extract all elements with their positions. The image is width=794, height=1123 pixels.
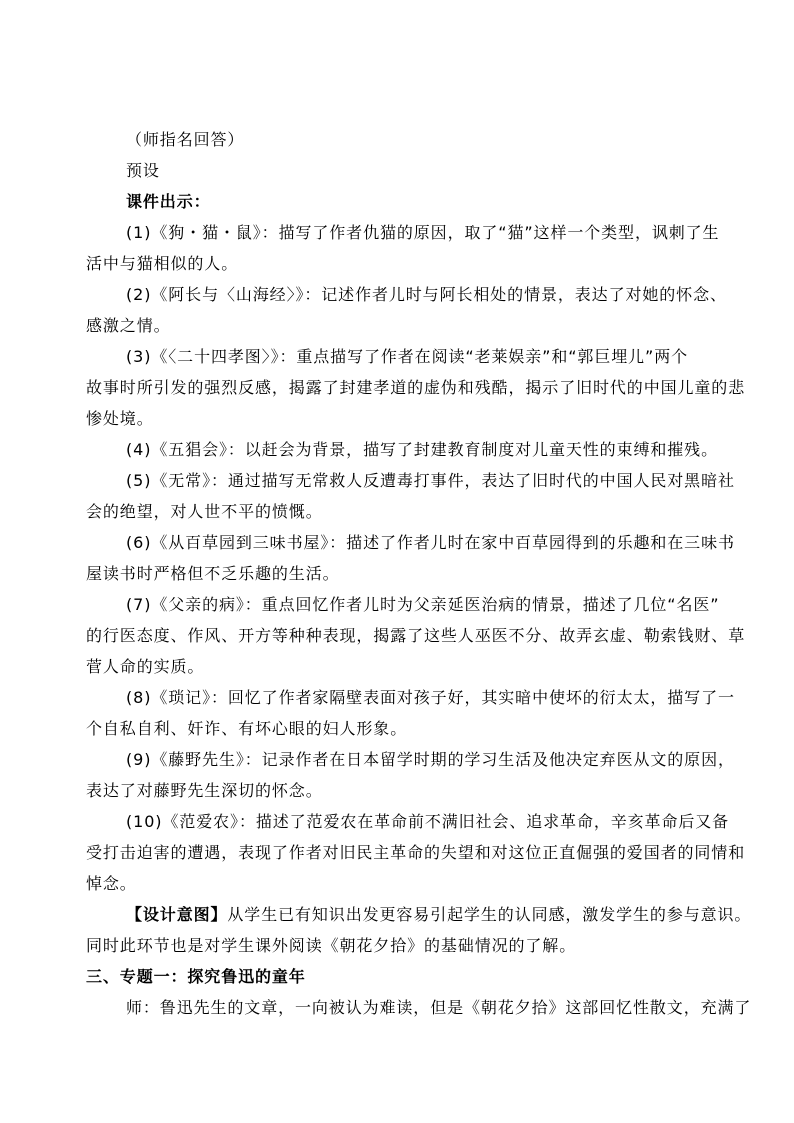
item-10-line-1: (10)《范爱农》：描述了范爱农在革命前不满旧社会、追求革命，辛亥革命后又备 (126, 812, 730, 831)
design-intent-line-1 (86, 899, 752, 930)
design-intent-text: 从学生已有知识出发更容易引起学生的认同感，激发学生的参与意识。 (227, 905, 752, 924)
item-9-line-2: 表达了对藤野先生深切的怀念。 (86, 781, 323, 800)
preset-label: 预设 (126, 161, 160, 180)
item-3-line-2: 故事时所引发的强烈反感，揭露了封建孝道的虚伪和残酷，揭示了旧时代的中国儿童的悲 (86, 378, 746, 397)
teacher-note: （师指名回答） (126, 130, 245, 149)
item-6-line-2: 屋读书时严格但不乏乐趣的生活。 (86, 564, 340, 583)
design-intent-line-2: 同时此环节也是对学生课外阅读《朝花夕拾》的基础情况的了解。 (86, 936, 577, 955)
item-3-line-1: (3)《〈二十四孝图〉》：重点描写了作者在阅读“老莱娱亲”和“郭巨埋儿”两个 (126, 347, 689, 366)
item-3-line-3: 惨处境。 (86, 409, 154, 428)
item-1-line-2: 活中与猫相似的人。 (86, 254, 239, 273)
item-7-line-2: 的行医态度、作风、开方等种种表现，揭露了这些人巫医不分、故弄玄虚、勒索钱财、草 (86, 626, 746, 645)
teacher-speech: 师：鲁迅先生的文章，一向被认为难读，但是《朝花夕拾》这部回忆性散文，充满了 (126, 998, 752, 1017)
courseware-label: 课件出示： (126, 192, 211, 211)
item-8-line-1: (8)《琐记》：回忆了作者家隔壁表面对孩子好，其实暗中使坏的衍太太，描写了一 (126, 688, 735, 707)
document-body (86, 124, 752, 1023)
item-5-line-1: (5)《无常》：通过描写无常救人反遭毒打事件，表达了旧时代的中国人民对黑暗社 (126, 471, 735, 490)
design-intent-label: 【设计意图】 (126, 905, 228, 924)
item-5-line-2: 会的绝望，对人世不平的愤慨。 (86, 502, 323, 521)
item-7-line-3: 菅人命的实质。 (86, 657, 205, 676)
item-6-line-1: (6)《从百草园到三味书屋》：描述了作者儿时在家中百草园得到的乐趣和在三味书 (126, 533, 735, 552)
item-2-line-2: 感激之情。 (86, 316, 171, 335)
item-10-line-2: 受打击迫害的遭遇，表现了作者对旧民主革命的失望和对这位正直倔强的爱国者的同情和 (86, 843, 746, 862)
item-10-line-3: 悼念。 (86, 874, 137, 893)
item-2-line-1: (2)《阿长与〈山海经〉》：记述作者儿时与阿长相处的情景，表达了对她的怀念、 (126, 285, 727, 304)
item-7-line-1: (7)《父亲的病》：重点回忆作者儿时为父亲延医治病的情景，描述了几位“名医” (126, 595, 720, 614)
section-heading: 三、专题一：探究鲁迅的童年 (86, 967, 306, 986)
item-9-line-1: (9)《藤野先生》：记录作者在日本留学时期的学习生活及他决定弃医从文的原因， (126, 750, 735, 769)
item-4-line-1: (4)《五猖会》：以赶会为背景，描写了封建教育制度对儿童天性的束缚和摧残。 (126, 440, 718, 459)
item-8-line-2: 个自私自利、奸诈、有坏心眼的妇人形象。 (86, 719, 408, 738)
item-1-line-1: (1)《狗・猫・鼠》：描写了作者仇猫的原因，取了“猫”这样一个类型，讽刺了生 (126, 223, 720, 242)
